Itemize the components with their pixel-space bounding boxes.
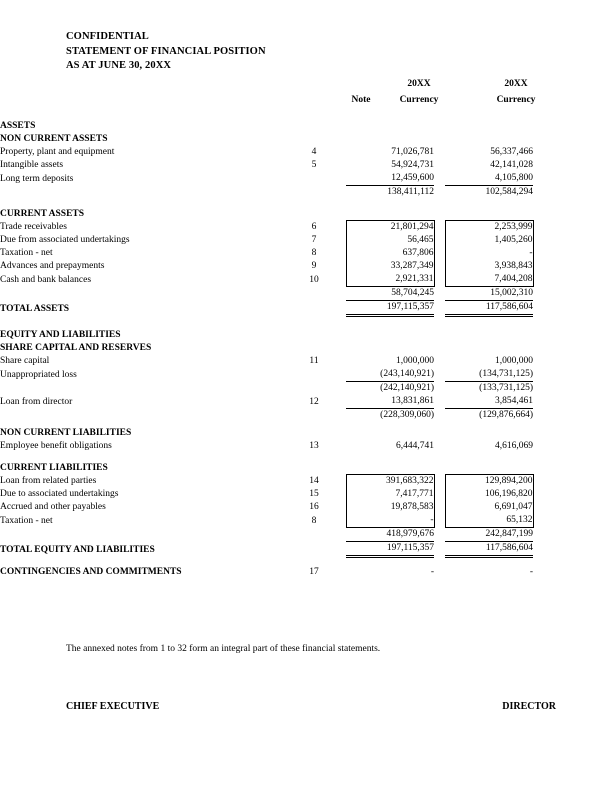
row-label: Advances and prepayments bbox=[0, 261, 105, 271]
section-heading-equity-liabilities bbox=[0, 329, 612, 342]
annexed-notes-footnote: The annexed notes from 1 to 32 form an integral part of these financial statements. bbox=[66, 644, 381, 654]
row-value-col1: 2,921,331 bbox=[346, 273, 434, 287]
total-value-col1: 197,115,357 bbox=[346, 542, 434, 557]
row-value-col2: (134,731,125) bbox=[479, 369, 533, 379]
row-label: Intangible assets bbox=[0, 160, 64, 170]
row-value-col2: 7,404,208 bbox=[445, 273, 533, 287]
subtotal-value-col1: 418,979,676 bbox=[386, 529, 434, 539]
total-row-equity bbox=[0, 409, 612, 423]
spacer bbox=[0, 316, 612, 330]
row-value-col1: 21,801,294 bbox=[346, 221, 434, 235]
financial-position-table bbox=[0, 120, 612, 579]
current-liabilities-title: CURRENT LIABILITIES bbox=[0, 462, 108, 473]
column-header-currency-1: Currency bbox=[399, 95, 439, 105]
row-label: Taxation - net bbox=[0, 248, 53, 258]
total-value-col2: 117,586,604 bbox=[445, 542, 533, 557]
row-label: Employee benefit obligations bbox=[0, 441, 112, 451]
total-row-assets bbox=[0, 301, 612, 316]
spacer bbox=[0, 199, 612, 207]
subtotal-value-col2: 102,584,294 bbox=[445, 186, 533, 200]
row-note: 12 bbox=[309, 396, 319, 407]
row-value-col2: 65,132 bbox=[445, 514, 533, 528]
row-label: Taxation - net bbox=[0, 515, 53, 526]
table-row bbox=[0, 355, 612, 368]
row-value-col2: - bbox=[529, 567, 533, 577]
subtotal-value-col2: 242,847,199 bbox=[485, 529, 533, 539]
heading-confidential: CONFIDENTIAL bbox=[66, 31, 149, 42]
row-value-col2: 3,938,843 bbox=[445, 260, 533, 273]
table-row bbox=[0, 273, 612, 287]
table-row bbox=[0, 247, 612, 260]
column-header-note: Note bbox=[351, 95, 371, 105]
row-value-col1: 33,287,349 bbox=[346, 260, 434, 273]
total-row-equity-liabilities bbox=[0, 542, 612, 557]
row-value-col1: - bbox=[430, 567, 434, 577]
row-value-col2: 1,000,000 bbox=[495, 356, 533, 366]
row-note bbox=[294, 368, 334, 382]
heading-as-at-date: AS AT JUNE 30, 20XX bbox=[66, 60, 172, 71]
row-note: 8 bbox=[311, 248, 317, 258]
row-note: 16 bbox=[309, 502, 319, 512]
table-row bbox=[0, 440, 612, 453]
section-heading-current-liabilities bbox=[0, 461, 612, 475]
row-note bbox=[294, 172, 334, 186]
subtotal-value-col2: 15,002,310 bbox=[490, 288, 533, 298]
subtotal-row-non-current-assets bbox=[0, 186, 612, 200]
row-value-col1: 391,683,322 bbox=[346, 475, 434, 489]
row-label: Accrued and other payables bbox=[0, 502, 106, 512]
section-heading-non-current-assets bbox=[0, 133, 612, 146]
row-value-col2: 129,894,200 bbox=[445, 475, 533, 489]
row-note: 11 bbox=[309, 356, 319, 366]
row-value-col1: - bbox=[346, 514, 434, 528]
row-label: Property, plant and equipment bbox=[0, 147, 115, 157]
subtotal-row-current-assets bbox=[0, 287, 612, 301]
spacer bbox=[0, 453, 612, 461]
row-note: 17 bbox=[309, 567, 319, 577]
row-note: 9 bbox=[311, 261, 317, 271]
total-equity-liabilities-label: TOTAL EQUITY AND LIABILITIES bbox=[0, 544, 155, 555]
section-heading-current-assets bbox=[0, 207, 612, 221]
total-value-col2: (129,876,664) bbox=[445, 409, 533, 423]
spacer bbox=[0, 557, 612, 567]
row-value-col1: 71,026,781 bbox=[391, 147, 434, 157]
table-row bbox=[0, 475, 612, 489]
subtotal-row-equity bbox=[0, 382, 612, 396]
row-label: Due to associated undertakings bbox=[0, 489, 119, 499]
column-header-currency-2: Currency bbox=[496, 95, 536, 105]
row-note: 7 bbox=[311, 235, 317, 245]
row-label: Trade receivables bbox=[0, 222, 67, 232]
row-value-col2: - bbox=[445, 247, 533, 260]
row-note: 6 bbox=[311, 222, 317, 232]
current-assets-title: CURRENT ASSETS bbox=[0, 208, 85, 219]
row-value-col1: 1,000,000 bbox=[396, 356, 434, 366]
row-value-col1: 12,459,600 bbox=[391, 173, 434, 183]
row-value-col1: 7,417,771 bbox=[346, 488, 434, 501]
signature-chief-executive: CHIEF EXECUTIVE bbox=[66, 701, 160, 712]
table-row bbox=[0, 159, 612, 172]
table-row bbox=[0, 514, 612, 528]
row-value-col1: 6,444,741 bbox=[396, 441, 434, 451]
row-value-col1: 13,831,861 bbox=[391, 396, 434, 406]
column-header-year-2: 20XX bbox=[504, 79, 528, 89]
column-headers bbox=[66, 78, 556, 112]
column-header-year-1: 20XX bbox=[407, 79, 431, 89]
total-value-col2: 117,586,604 bbox=[445, 301, 533, 316]
row-value-col1: 54,924,731 bbox=[391, 160, 434, 170]
subtotal-row-current-liabilities bbox=[0, 528, 612, 542]
row-label: Unappropriated loss bbox=[0, 369, 77, 380]
row-note: 14 bbox=[309, 476, 319, 486]
row-note: 8 bbox=[311, 515, 317, 526]
row-note: 4 bbox=[311, 147, 317, 157]
row-value-col2: 4,616,069 bbox=[495, 441, 533, 451]
document-heading bbox=[66, 30, 266, 74]
row-label: Loan from related parties bbox=[0, 476, 97, 486]
row-value-col2: 2,253,999 bbox=[445, 221, 533, 235]
row-value-col1: 637,806 bbox=[346, 247, 434, 260]
row-label: Due from associated undertakings bbox=[0, 235, 130, 245]
heading-statement-title: STATEMENT OF FINANCIAL POSITION bbox=[66, 45, 266, 57]
row-value-col1: 19,878,583 bbox=[346, 501, 434, 514]
row-label: Loan from director bbox=[0, 396, 73, 407]
signature-director: DIRECTOR bbox=[502, 701, 556, 712]
statement-body bbox=[0, 120, 612, 579]
share-capital-reserves-title: SHARE CAPITAL AND RESERVES bbox=[0, 343, 152, 353]
table-row bbox=[0, 501, 612, 514]
row-note: 5 bbox=[311, 160, 317, 170]
row-label: Share capital bbox=[0, 356, 50, 366]
row-value-col2: 106,196,820 bbox=[445, 488, 533, 501]
total-value-col1: (228,309,060) bbox=[346, 409, 434, 423]
assets-title: ASSETS bbox=[0, 121, 36, 131]
row-label: Cash and bank balances bbox=[0, 274, 92, 285]
row-value-col2: 1,405,260 bbox=[445, 234, 533, 247]
equity-liabilities-title: EQUITY AND LIABILITIES bbox=[0, 330, 121, 340]
section-heading-share-capital-reserves bbox=[0, 342, 612, 355]
table-row bbox=[0, 488, 612, 501]
non-current-assets-title: NON CURRENT ASSETS bbox=[0, 134, 108, 144]
row-value-col2: 42,141,028 bbox=[490, 160, 533, 170]
row-contingencies-commitments bbox=[0, 566, 612, 579]
section-heading-non-current-liabilities bbox=[0, 427, 612, 440]
row-note: 13 bbox=[309, 441, 319, 451]
signature-row bbox=[66, 701, 556, 712]
table-row bbox=[0, 395, 612, 409]
row-note: 15 bbox=[309, 489, 319, 499]
subtotal-value-col2: (133,731,125) bbox=[445, 382, 533, 396]
row-value-col2: 3,854,461 bbox=[495, 396, 533, 406]
table-row bbox=[0, 172, 612, 186]
row-value-col2: 56,337,466 bbox=[490, 147, 533, 157]
row-note: 10 bbox=[309, 274, 319, 285]
section-heading-assets bbox=[0, 120, 612, 133]
table-row bbox=[0, 221, 612, 235]
subtotal-value-col1: (242,140,921) bbox=[346, 382, 434, 396]
total-assets-label: TOTAL ASSETS bbox=[0, 303, 70, 314]
table-row bbox=[0, 146, 612, 159]
row-value-col1: (243,140,921) bbox=[380, 369, 434, 379]
table-row bbox=[0, 234, 612, 247]
row-value-col2: 6,691,047 bbox=[445, 501, 533, 514]
contingencies-label: CONTINGENCIES AND COMMITMENTS bbox=[0, 567, 182, 577]
row-value-col1: 56,465 bbox=[346, 234, 434, 247]
total-value-col1: 197,115,357 bbox=[346, 301, 434, 316]
table-row bbox=[0, 368, 612, 382]
row-value-col2: 4,105,800 bbox=[495, 173, 533, 183]
row-label: Long term deposits bbox=[0, 173, 74, 184]
subtotal-value-col1: 58,704,245 bbox=[391, 288, 434, 298]
subtotal-value-col1: 138,411,112 bbox=[346, 186, 434, 200]
non-current-liabilities-title: NON CURRENT LIABILITIES bbox=[0, 428, 132, 438]
table-row bbox=[0, 260, 612, 273]
